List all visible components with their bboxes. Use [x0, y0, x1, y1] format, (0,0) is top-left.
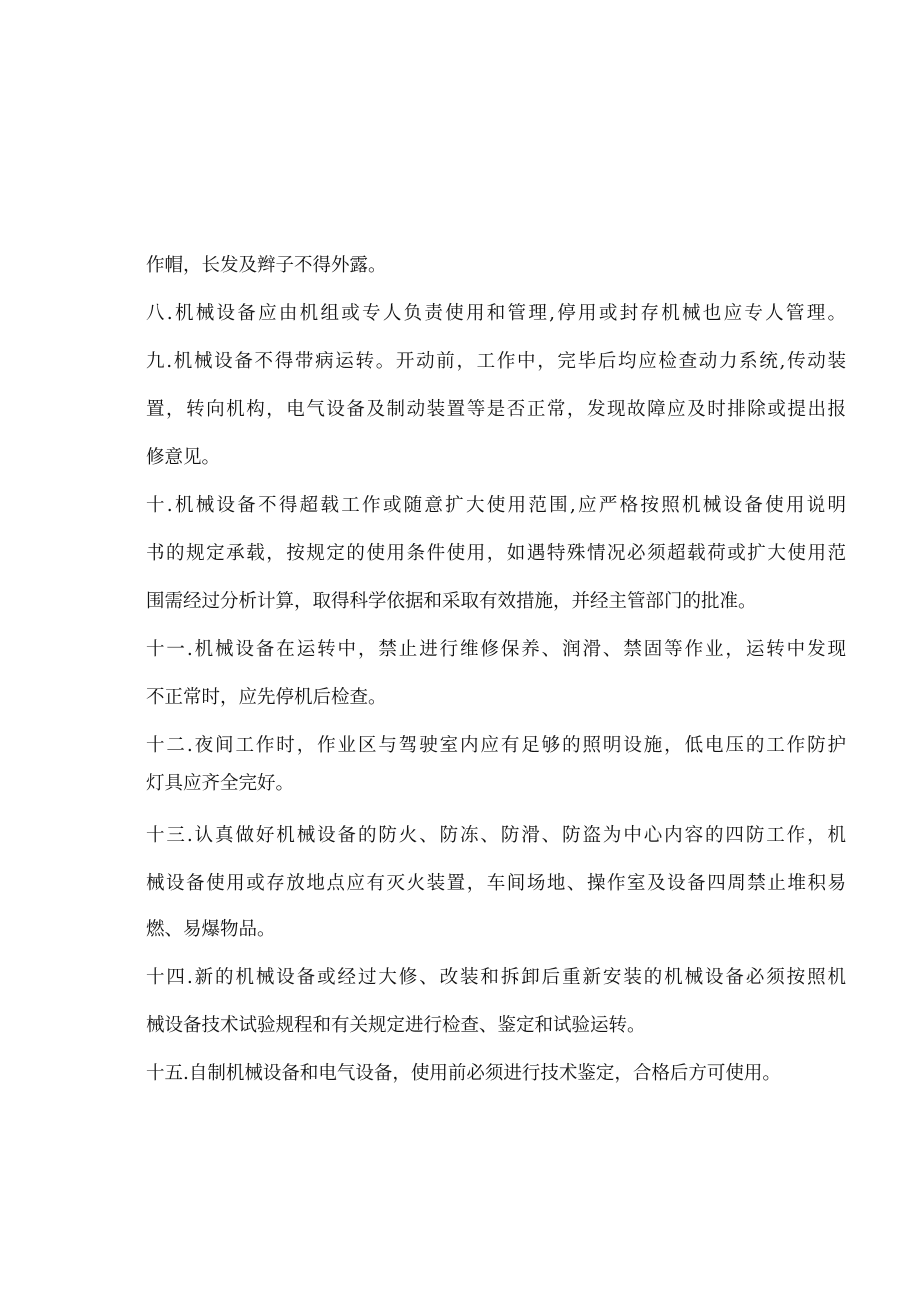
- text-line: 械设备使用或存放地点应有灭火装置，车间场地、操作室及设备四周禁止堆积易: [146, 873, 846, 894]
- text-line: 十四.新的机械设备或经过大修、改装和拆卸后重新安装的机械设备必须按照机: [146, 967, 846, 988]
- text-line: 灯具应齐全完好。: [146, 773, 295, 794]
- text-line: 械设备技术试验规程和有关规定进行检查、鉴定和试验运转。: [146, 1015, 646, 1036]
- text-line: 十三.认真做好机械设备的防火、防冻、防滑、防盗为中心内容的四防工作，机: [146, 825, 846, 846]
- text-line: 置，转向机构，电气设备及制动装置等是否正常，发现故障应及时排除或提出报: [146, 399, 846, 420]
- text-line: 燃、易爆物品。: [146, 919, 276, 940]
- text-line: 十二.夜间工作时，作业区与驾驶室内应有足够的照明设施，低电压的工作防护: [146, 735, 846, 756]
- text-line: 修意见。: [146, 447, 221, 468]
- text-line: 十.机械设备不得超载工作或随意扩大使用范围,应严格按照机械设备使用说明: [146, 495, 846, 516]
- text-line: 作帽，长发及辫子不得外露。: [146, 255, 387, 276]
- text-line: 十五.自制机械设备和电气设备，使用前必须进行技术鉴定，合格后方可使用。: [146, 1063, 781, 1084]
- text-line: 围需经过分析计算，取得科学依据和采取有效措施，并经主管部门的批准。: [146, 591, 757, 612]
- text-line: 八.机械设备应由机组或专人负责使用和管理,停用或封存机械也应专人管理。: [146, 303, 846, 324]
- text-line: 书的规定承载，按规定的使用条件使用，如遇特殊情况必须超载荷或扩大使用范: [146, 543, 846, 564]
- text-line: 十一.机械设备在运转中，禁止进行维修保养、润滑、禁固等作业，运转中发现: [146, 639, 846, 660]
- text-line: 不正常时，应先停机后检查。: [146, 687, 387, 708]
- text-line: 九.机械设备不得带病运转。开动前，工作中，完毕后均应检查动力系统,传动装: [146, 351, 846, 372]
